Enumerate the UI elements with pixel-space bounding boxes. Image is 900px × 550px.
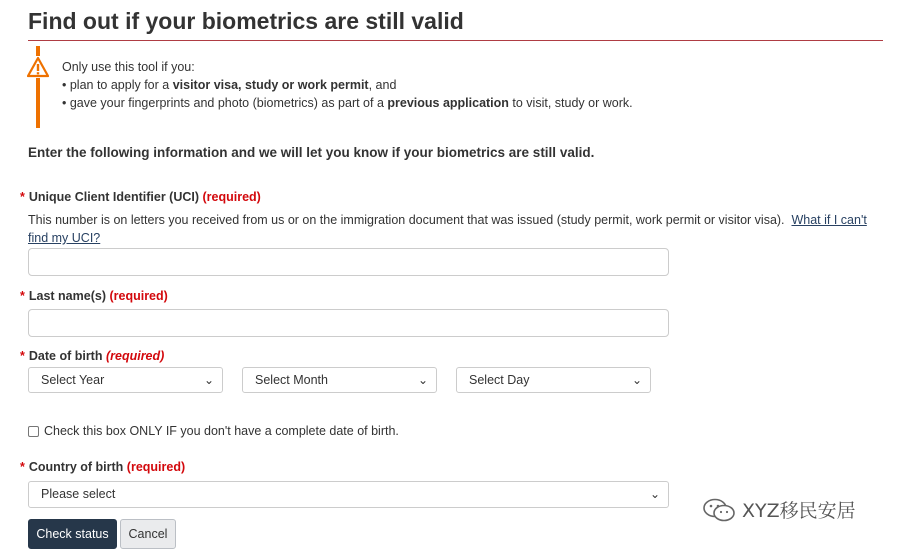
country-select[interactable] xyxy=(28,481,669,508)
uci-label xyxy=(20,190,261,204)
warning-icon xyxy=(27,56,49,78)
check-status-button[interactable]: Check status xyxy=(28,519,117,549)
uci-help-text: This number is on letters you received from us or on the immigration document that was issued (study permit, work permit or visitor visa). xyxy=(28,213,785,227)
notice-bullet-2-bold: previous application xyxy=(387,96,509,110)
dob-month-value: Select Month xyxy=(255,373,328,387)
dob-year-value: Select Year xyxy=(41,373,105,387)
required-text: (required) xyxy=(105,349,165,363)
notice-bullet-1-prefix: • plan to apply for a xyxy=(62,78,173,92)
form-intro: Enter the following information and we will let you know if your biometrics are still valid. xyxy=(28,145,595,160)
required-text: (required) xyxy=(109,289,168,303)
chevron-down-icon: ⌄ xyxy=(417,373,428,387)
watermark-text: XYZ移民安居 xyxy=(742,500,856,522)
notice-bullet-1-bold: visitor visa, study or work permit xyxy=(172,78,369,92)
country-label-text: Country of birth xyxy=(28,460,124,474)
page-title: Find out if your biometrics are still valid xyxy=(28,8,464,34)
last-name-label xyxy=(20,289,168,303)
required-text: (required) xyxy=(126,460,186,474)
cancel-button[interactable]: Cancel xyxy=(120,519,176,549)
dob-label-text: Date of birth xyxy=(28,349,103,363)
uci-help xyxy=(28,211,868,247)
last-name-input[interactable] xyxy=(28,309,669,337)
notice-bullet-1 xyxy=(62,76,633,94)
dob-month-select[interactable] xyxy=(242,367,437,393)
uci-input[interactable] xyxy=(28,248,669,276)
required-star: * xyxy=(20,190,25,204)
title-divider xyxy=(28,40,883,41)
chevron-down-icon: ⌄ xyxy=(631,373,642,387)
wechat-icon xyxy=(702,498,736,522)
notice-bullet-2-suffix: to visit, study or work. xyxy=(508,96,633,110)
incomplete-dob-row[interactable] xyxy=(28,424,399,438)
required-star: * xyxy=(20,289,25,303)
country-label xyxy=(20,460,185,474)
notice-bullet-2 xyxy=(62,94,633,112)
country-value: Please select xyxy=(41,487,116,501)
chevron-down-icon: ⌄ xyxy=(203,373,214,387)
watermark xyxy=(702,496,856,523)
chevron-down-icon: ⌄ xyxy=(649,487,660,501)
dob-year-select[interactable] xyxy=(28,367,223,393)
notice-bullet-2-prefix: • gave your fingerprints and photo (biometrics) as part of a xyxy=(62,96,388,110)
required-star: * xyxy=(20,460,25,474)
notice-intro: Only use this tool if you: xyxy=(62,60,195,74)
dob-day-select[interactable] xyxy=(456,367,651,393)
last-name-label-text: Last name(s) xyxy=(28,289,106,303)
notice-bullet-1-suffix: , and xyxy=(368,78,397,92)
incomplete-dob-checkbox[interactable] xyxy=(28,426,39,437)
required-text: (required) xyxy=(202,190,261,204)
dob-label xyxy=(20,349,164,363)
required-star: * xyxy=(20,349,25,363)
notice-text xyxy=(62,58,633,112)
uci-help-link[interactable]: What if I can't find my UCI? xyxy=(28,213,867,245)
uci-label-text: Unique Client Identifier (UCI) xyxy=(28,190,200,204)
incomplete-dob-label: Check this box ONLY IF you don't have a complete date of birth. xyxy=(44,424,399,438)
dob-day-value: Select Day xyxy=(469,373,530,387)
